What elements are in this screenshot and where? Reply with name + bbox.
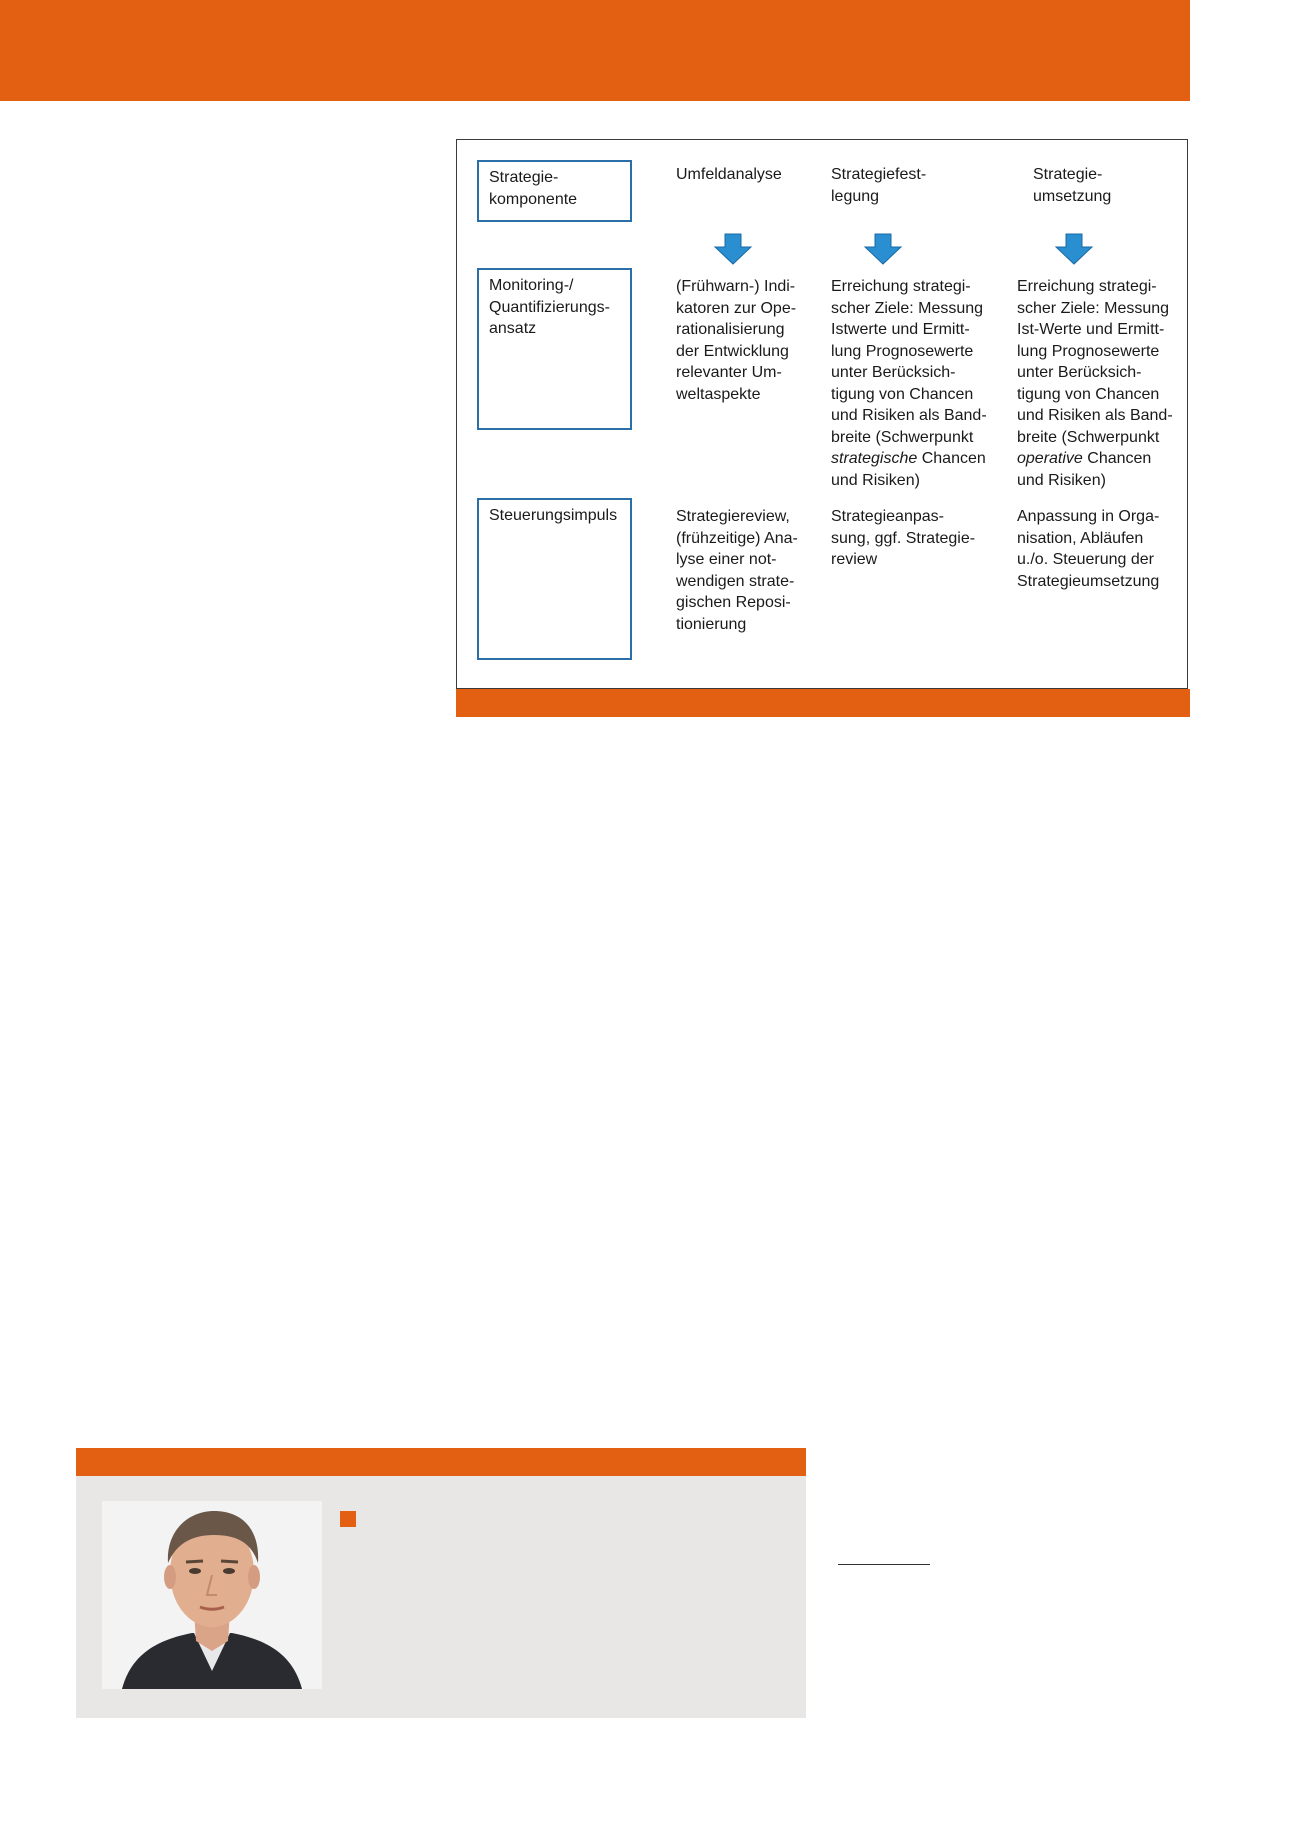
row-label-strategy-component [477,160,632,222]
figure-footer-band [456,689,1190,717]
cell-impulse-environment: Strategiereview, (frühzeitige) Ana- lyse einer not- wendigen strate- gischen Reposi- tionierung [676,508,798,633]
row-label-text: Monitoring-/ Quantifizierungs- ansatz [489,277,610,337]
cell-monitoring-definition: Erreichung strategi- scher Ziele: Messung Istwerte und Ermitt- lung Prognosewerte unter Berücksich- tigung von Chancen und Risiken als Band- breite (Schwerpunkt strategische Chancen und Risiken) [831,278,987,489]
author-portrait-image [102,1501,322,1689]
cell-monitoring-environment: (Frühwarn-) Indi- katoren zur Ope- rationalisierung der Entwicklung relevanter Um- weltaspekte [676,278,797,403]
strategy-figure [456,139,1188,689]
arrow-down-icon [713,233,753,265]
row-label-text: Steuerungsimpuls [489,507,618,524]
row-label-control-impulse [477,498,632,660]
row-label-monitoring [477,268,632,430]
footnote-divider [838,1564,930,1565]
col-header-environment-analysis: Umfeldanalyse [676,166,782,183]
author-box-header [76,1448,806,1476]
header-band [0,0,1190,101]
bullet-square-icon [340,1511,356,1527]
cell-monitoring-implementation: Erreichung strategi- scher Ziele: Messung Ist-Werte und Ermitt- lung Prognosewerte unter Berücksich- tigung von Chancen und Risiken als Band- breite (Schwerpunkt operative Chancen und Risiken) [1017,278,1173,489]
col-header-strategy-definition: Strategiefest- legung [831,166,927,205]
author-box [76,1476,806,1718]
row-label-text: Strategie- komponente [489,169,578,208]
arrow-down-icon [1054,233,1094,265]
author-photo [102,1501,322,1689]
cell-impulse-implementation: Anpassung in Orga- nisation, Abläufen u./o. Steuerung der Strategieumsetzung [1017,508,1160,590]
col-header-strategy-implementation: Strategie- umsetzung [1033,166,1112,205]
arrow-down-icon [863,233,903,265]
cell-impulse-definition: Strategieanpas- sung, ggf. Strategie- review [831,508,976,568]
